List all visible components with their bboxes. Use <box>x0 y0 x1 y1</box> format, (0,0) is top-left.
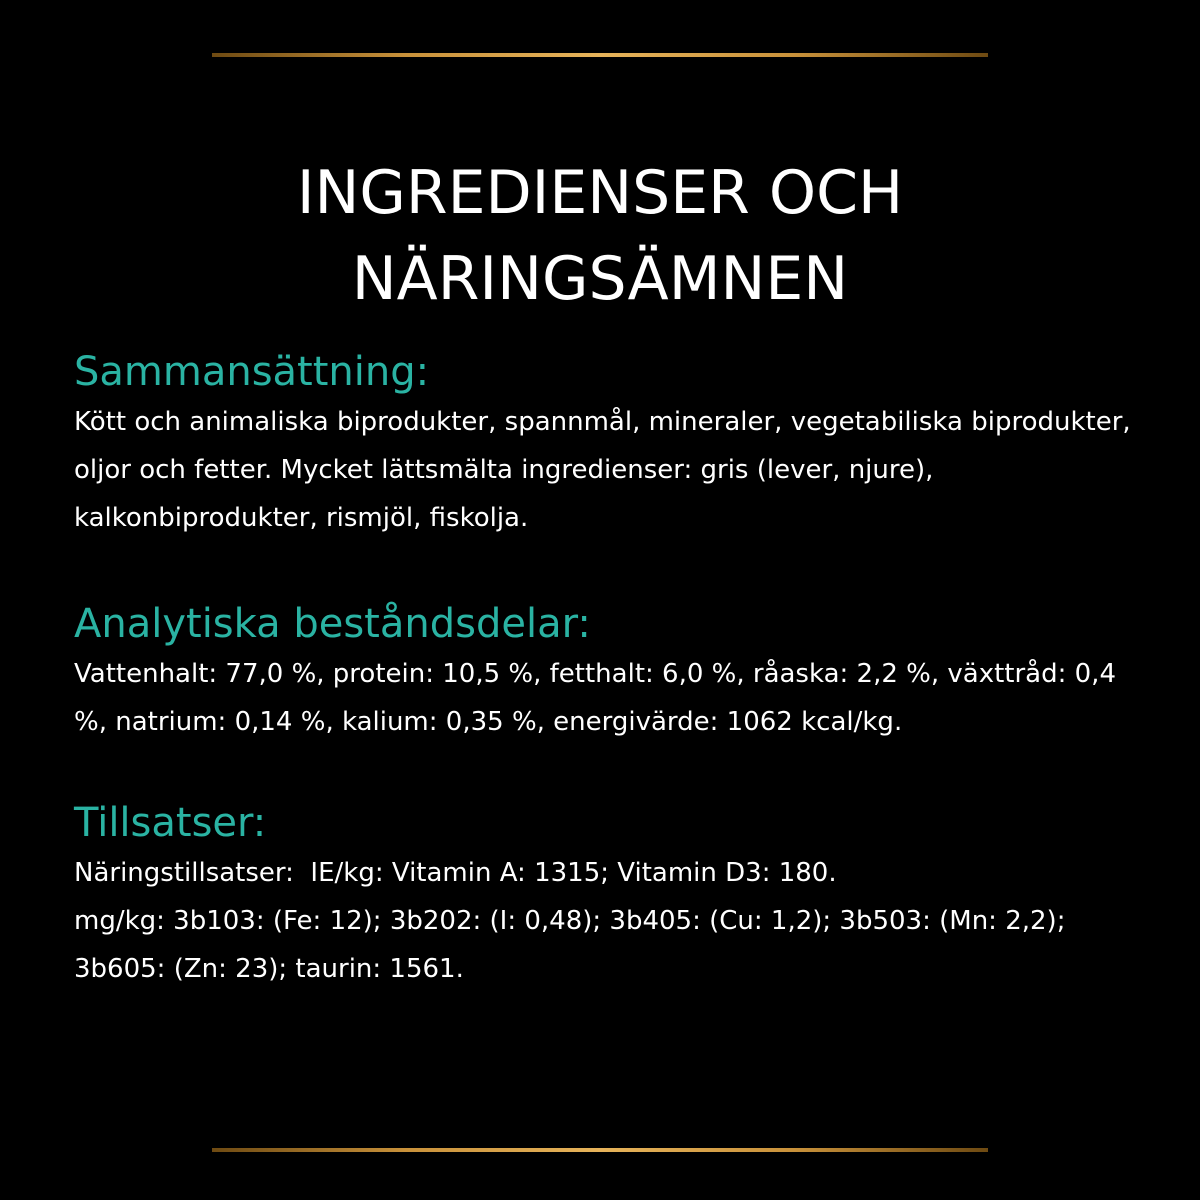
section-body-additives <box>74 849 1134 993</box>
section-additives <box>74 797 1134 993</box>
section-composition <box>74 346 1134 542</box>
top-gold-divider <box>212 53 988 57</box>
section-heading-additives: Tillsatser: <box>74 800 267 846</box>
section-heading-analytical-constituents: Analytiska beståndsdelar: <box>74 601 591 647</box>
page-title <box>0 150 1200 322</box>
section-heading-composition: Sammansättning: <box>74 349 430 395</box>
page-title-line-2: NÄRINGSÄMNEN <box>351 244 849 315</box>
bottom-gold-divider <box>212 1148 988 1152</box>
section-analytical-constituents <box>74 598 1134 746</box>
additives-line-2: mg/kg: 3b103: (Fe: 12); 3b202: (I: 0,48); 3b405: (Cu: 1,2); 3b503: (Mn: 2,2); 3b605: (Zn: 23); taurin: 1561. <box>74 906 1066 984</box>
section-body-composition: Kött och animaliska biprodukter, spannmål, mineraler, vegetabiliska biprodukter, oljor och fetter. Mycket lättsmälta ingredienser: gris (lever, njure), kalkonbiprodukter, rismjöl, fiskolja. <box>74 407 1131 533</box>
section-body-analytical-constituents: Vattenhalt: 77,0 %, protein: 10,5 %, fetthalt: 6,0 %, råaska: 2,2 %, växttråd: 0,4 %, natrium: 0,14 %, kalium: 0,35 %, energivärde: 1062 kcal/kg. <box>74 659 1116 737</box>
additives-line-1: Näringstillsatser: IE/kg: Vitamin A: 1315; Vitamin D3: 180. <box>74 858 837 888</box>
page-title-line-1: INGREDIENSER OCH <box>296 158 904 229</box>
